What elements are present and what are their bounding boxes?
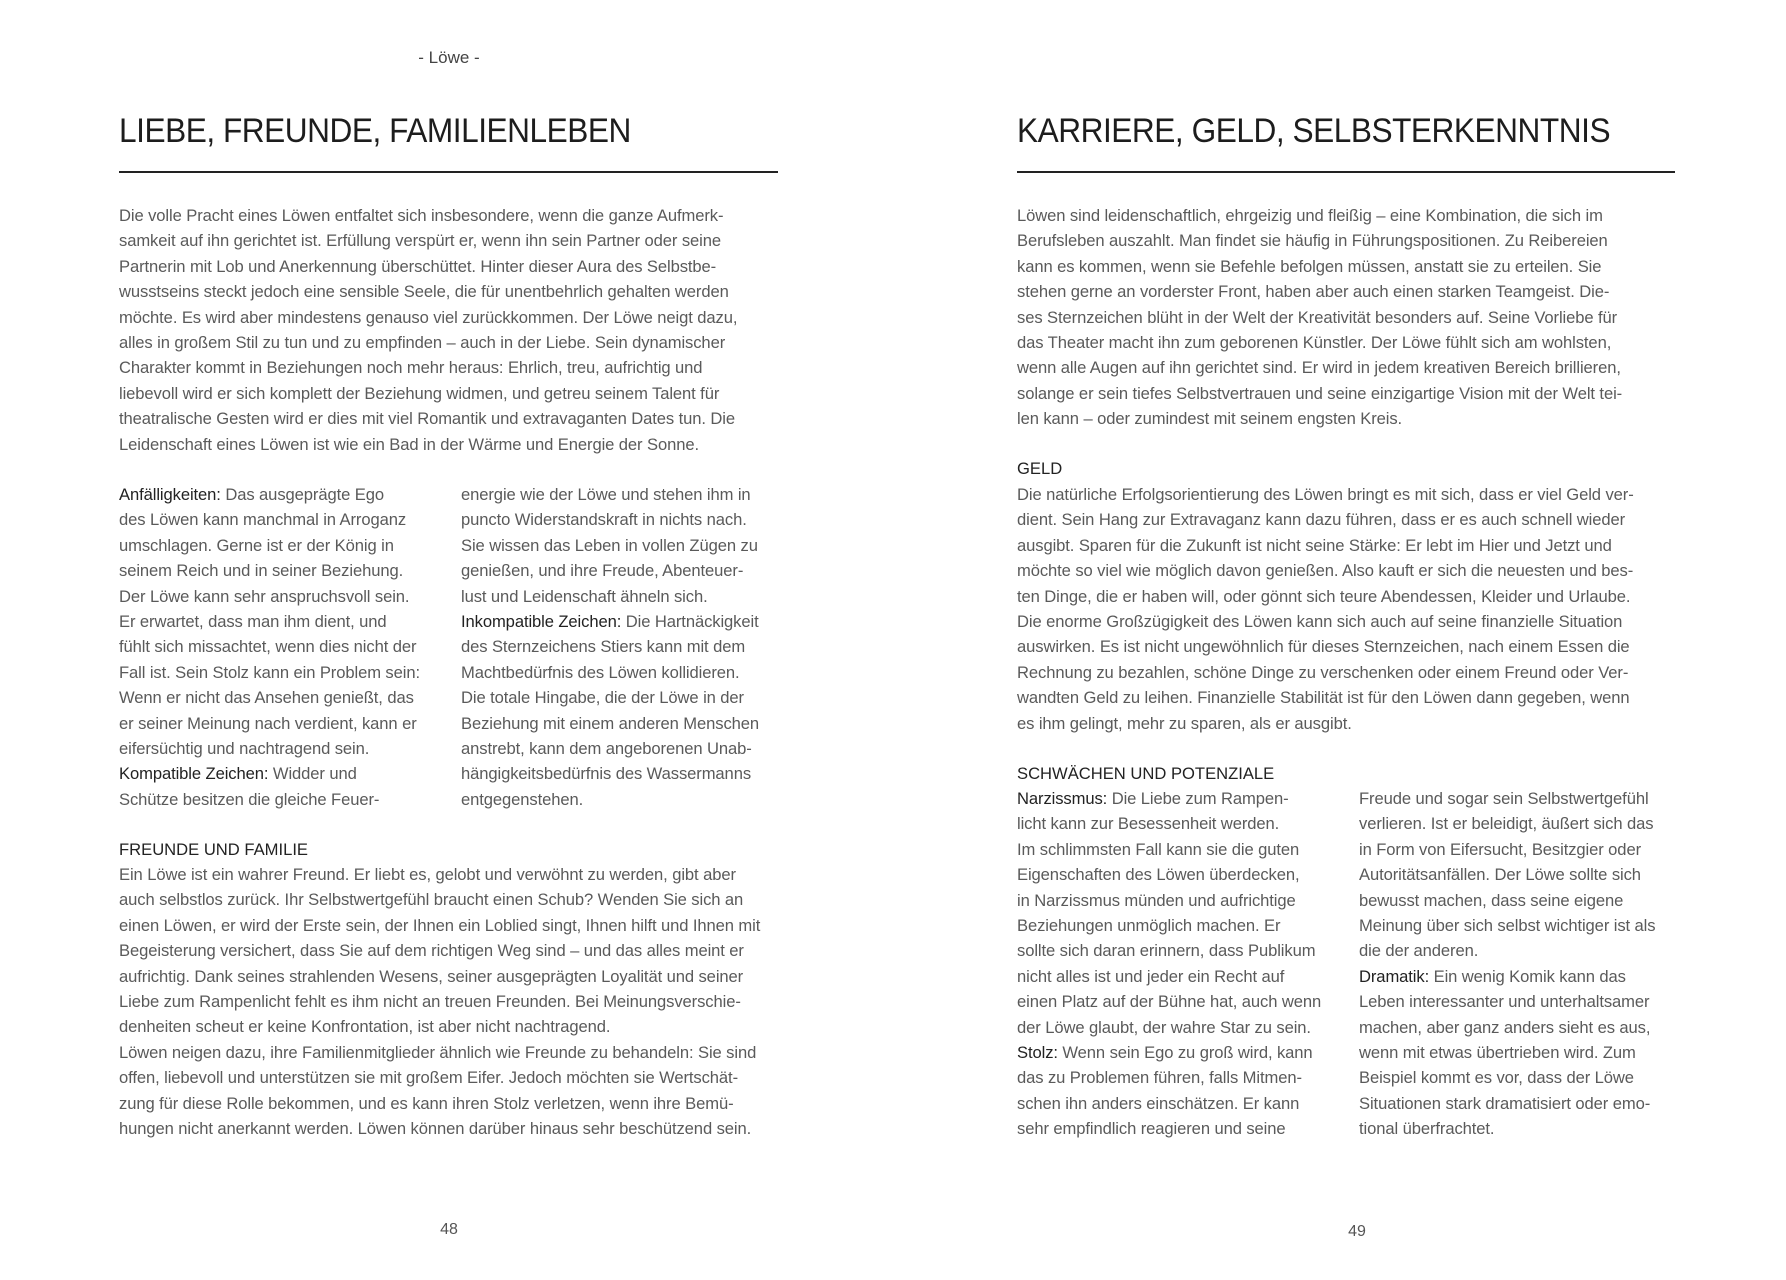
text-line: [119, 736, 420, 761]
text-line: [119, 761, 420, 786]
text-line: auswirken. Es ist nicht ungewöhnlich für dieses Sternzeichen, nach einem Essen die: [1017, 637, 1630, 657]
text-line: Rechnung zu bezahlen, schöne Dinge zu verschenken oder einem Freund oder Ver-: [1017, 662, 1629, 682]
line-text: er seiner Meinung nach verdient, kann er: [119, 713, 417, 733]
text-line: [1017, 964, 1321, 989]
text-line: liebevoll wird er sich komplett der Beziehung widmen, und getreu seinem Talent für: [119, 383, 720, 403]
text-line: [1017, 1065, 1321, 1090]
friends-heading: FREUNDE UND FAMILIE: [119, 840, 309, 859]
text-line: [1359, 811, 1655, 836]
title-divider: [119, 171, 778, 173]
line-text: entgegenstehen.: [461, 789, 584, 809]
left-intro-paragraph: [119, 203, 737, 457]
line-text: eifersüchtig und nachtragend sein.: [119, 738, 370, 758]
text-line: wandten Geld zu leihen. Finanzielle Stabilität ist für den Löwen dann gegeben, wenn: [1017, 688, 1630, 708]
line-text: bewusst machen, dass seine eigene: [1359, 890, 1624, 910]
text-line: [119, 660, 420, 685]
line-text: in Narzissmus münden und aufrichtige: [1017, 890, 1296, 910]
term-label: Inkompatible Zeichen:: [461, 611, 622, 631]
text-line: auch selbstlos zurück. Ihr Selbstwertgefühl braucht einen Schub? Wenden Sie sich an: [119, 890, 744, 910]
line-text: Die Liebe zum Rampen-: [1107, 789, 1289, 808]
text-line: dient. Sein Hang zur Extravaganz kann dazu führen, dass er es auch schnell wieder: [1017, 510, 1626, 530]
text-line: möchte so viel wie möglich davon genießen. Also kauft er sich die neuesten und bes-: [1017, 561, 1634, 581]
text-line: [1017, 1116, 1321, 1141]
line-text: Widder und: [268, 764, 357, 784]
weaknesses-heading: SCHWÄCHEN UND POTENZIALE: [1017, 764, 1275, 783]
line-text: Schütze besitzen die gleiche Feuer-: [119, 789, 380, 809]
text-line: kann es kommen, wenn sie Befehle befolgen müssen, anstatt sie zu erteilen. Sie: [1017, 256, 1602, 276]
text-line: zung für diese Rolle bekommen, und es kann ihren Stolz verletzen, wenn ihre Bemü-: [119, 1093, 734, 1113]
right-page-title: KARRIERE, GELD, SELBSTERKENNTNIS: [1017, 112, 1611, 150]
line-text: das zu Problemen führen, falls Mitmen-: [1017, 1068, 1302, 1088]
text-line: [1017, 1091, 1321, 1116]
text-line: aufrichtig. Dank seines strahlenden Wesens, seiner ausgeprägten Loyalität und seiner: [119, 966, 744, 986]
text-line: [461, 482, 759, 507]
line-text: verlieren. Ist er beleidigt, äußert sich das: [1359, 814, 1654, 834]
text-line: theatralische Gesten wird er dies mit viel Romantik und extravaganten Dates tun. Die: [119, 409, 736, 429]
text-line: einen Löwen, er wird der Erste sein, der Ihnen ein Loblied singt, Ihnen hilft und Ihnen mit: [119, 915, 761, 935]
text-line: [1017, 811, 1321, 836]
running-header: - Löwe -: [418, 48, 480, 67]
right-column-1: [1017, 786, 1321, 1141]
line-text: Autoritätsanfällen. Der Löwe sollte sich: [1359, 865, 1641, 885]
line-text: puncto Widerstandskraft in nichts nach.: [461, 510, 747, 530]
text-line: Löwen sind leidenschaftlich, ehrgeizig und fleißig – eine Kombination, die sich im: [1017, 206, 1603, 225]
text-line: [1359, 989, 1655, 1014]
line-text: Er erwartet, dass man ihm dient, und: [119, 611, 387, 631]
text-line: [1359, 1065, 1655, 1090]
term-label: Dramatik:: [1359, 966, 1430, 986]
text-line: [461, 507, 759, 532]
text-line: [461, 736, 759, 761]
text-line: [1017, 786, 1321, 811]
line-text: Situationen stark dramatisiert oder emo-: [1359, 1093, 1651, 1113]
text-line: es ihm gelingt, mehr zu sparen, als er ausgibt.: [1017, 713, 1352, 733]
line-text: machen, aber ganz anders sieht es aus,: [1359, 1017, 1651, 1037]
term-label: Narzissmus:: [1017, 789, 1108, 808]
line-text: des Sternzeichens Stiers kann mit dem: [461, 637, 746, 657]
text-line: [119, 482, 420, 507]
text-line: [1017, 938, 1321, 963]
line-text: Das ausgeprägte Ego: [220, 485, 384, 504]
text-line: Begeisterung versichert, dass Sie auf dem richtigen Weg sind – und das alles meint er: [119, 941, 744, 961]
text-line: [1359, 1116, 1655, 1141]
line-text: lust und Leidenschaft ähneln sich.: [461, 586, 708, 606]
right-column-2: [1359, 786, 1655, 1141]
line-text: Machtbedürfnis des Löwen kollidieren.: [461, 662, 740, 682]
text-line: Die natürliche Erfolgsorientierung des Löwen bringt es mit sich, dass er viel Geld ver-: [1017, 485, 1634, 504]
text-line: [119, 609, 420, 634]
line-text: Die totale Hingabe, die der Löwe in der: [461, 688, 744, 708]
line-text: sollte sich daran erinnern, dass Publikum: [1017, 941, 1316, 961]
text-line: hungen nicht anerkannt werden. Löwen können darüber hinaus sehr beschützend sein.: [119, 1118, 752, 1138]
line-text: umschlagen. Gerne ist er der König in: [119, 535, 394, 555]
line-text: Im schlimmsten Fall kann sie die guten: [1017, 839, 1300, 859]
text-line: [1359, 1091, 1655, 1116]
line-text: wenn mit etwas übertrieben wird. Zum: [1359, 1042, 1636, 1062]
line-text: Ein wenig Komik kann das: [1429, 966, 1626, 986]
text-line: stehen gerne an vorderster Front, haben aber auch einen starken Teamgeist. Die-: [1017, 282, 1610, 302]
text-line: denheiten scheut er keine Konfrontation, ist aber nicht nachtragend.: [119, 1017, 611, 1037]
line-text: fühlt sich missachtet, wenn dies nicht der: [119, 637, 417, 657]
left-column-2: [461, 482, 759, 812]
text-line: [1017, 1040, 1321, 1065]
term-label: Kompatible Zeichen:: [119, 764, 269, 784]
right-intro-paragraph: [1017, 203, 1622, 432]
text-line: ausgibt. Sparen für die Zukunft ist nicht seine Stärke: Er lebt im Hier und Jetzt und: [1017, 535, 1612, 555]
text-line: ses Sternzeichen blüht in der Welt der Kreativität besonders auf. Seine Vorliebe für: [1017, 307, 1618, 327]
line-text: Leben interessanter und unterhaltsamer: [1359, 992, 1650, 1012]
text-line: [461, 558, 759, 583]
text-line: wenn alle Augen auf ihn gerichtet sind. Er wird in jedem kreativen Bereich brillieren,: [1017, 358, 1621, 378]
line-text: Beispiel kommt es vor, dass der Löwe: [1359, 1068, 1634, 1088]
page-number-right: 49: [1348, 1223, 1366, 1240]
line-text: Die Hartnäckigkeit: [621, 611, 759, 631]
text-line: Liebe zum Rampenlicht fehlt es ihm nicht an treuen Freunden. Bei Meinungsverschie-: [119, 991, 741, 1011]
text-line: das Theater macht ihn zum geborenen Künstler. Der Löwe fühlt sich am wohlsten,: [1017, 332, 1612, 352]
text-line: [1359, 964, 1655, 989]
text-line: ten Dinge, die er haben will, oder gönnt sich teure Abendessen, Kleider und Urlaube.: [1017, 586, 1631, 606]
text-line: möchte. Es wird aber mindestens genauso viel zurückkommen. Der Löwe neigt dazu,: [119, 307, 738, 327]
page-number-left: 48: [440, 1221, 458, 1238]
text-line: [1017, 989, 1321, 1014]
line-text: sehr empfindlich reagieren und seine: [1017, 1119, 1286, 1139]
text-line: [1359, 938, 1655, 963]
text-line: [1359, 1015, 1655, 1040]
line-text: nicht alles ist und jeder ein Recht auf: [1017, 966, 1285, 986]
line-text: Meinung über sich selbst wichtiger ist als: [1359, 915, 1656, 935]
line-text: Beziehungen unmöglich machen. Er: [1017, 915, 1281, 935]
text-line: offen, liebevoll und unterstützen sie mit großem Eifer. Jedoch möchten sie Wertschät-: [119, 1068, 738, 1088]
line-text: einen Platz auf der Bühne hat, auch wenn: [1017, 992, 1322, 1012]
term-label: Stolz:: [1017, 1042, 1058, 1062]
line-text: des Löwen kann manchmal in Arroganz: [119, 510, 407, 530]
line-text: Fall ist. Sein Stolz kann ein Problem sein:: [119, 662, 420, 682]
text-line: [461, 533, 759, 558]
text-line: [119, 533, 420, 558]
text-line: [1359, 786, 1655, 811]
text-line: [1017, 862, 1321, 887]
line-text: Sie wissen das Leben in vollen Zügen zu: [461, 535, 758, 555]
text-line: solange er sein tiefes Selbstvertrauen und seine einzigartige Vision mit der Welt tei-: [1017, 383, 1623, 403]
text-line: Partnerin mit Lob und Anerkennung überschüttet. Hinter dieser Aura des Selbstbe-: [119, 256, 717, 276]
text-line: [461, 761, 759, 786]
text-line: Die volle Pracht eines Löwen entfaltet sich insbesondere, wenn die ganze Aufmerk-: [119, 206, 724, 225]
line-text: Eigenschaften des Löwen überdecken,: [1017, 865, 1300, 885]
text-line: [119, 558, 420, 583]
left-column-1: [119, 482, 420, 812]
line-text: Freude und sogar sein Selbstwertgefühl: [1359, 789, 1649, 808]
text-line: samkeit auf ihn gerichtet ist. Erfüllung verspürt er, wenn ihn sein Partner oder seine: [119, 231, 721, 251]
text-line: [1359, 862, 1655, 887]
line-text: energie wie der Löwe und stehen ihm in: [461, 485, 751, 504]
text-line: [461, 609, 759, 634]
text-line: [461, 634, 759, 659]
text-line: [1359, 913, 1655, 938]
text-line: Löwen neigen dazu, ihre Familienmitglieder ähnlich wie Freunde zu behandeln: Sie sind: [119, 1042, 757, 1062]
line-text: anstrebt, kann dem angeborenen Unab-: [461, 738, 752, 758]
text-line: [1359, 1040, 1655, 1065]
text-line: [119, 685, 420, 710]
text-line: [1359, 888, 1655, 913]
text-line: Ein Löwe ist ein wahrer Freund. Er liebt es, gelobt und verwöhnt zu werden, gibt aber: [119, 865, 736, 884]
text-line: [461, 660, 759, 685]
text-line: wusstseins steckt jedoch eine sensible Seele, die für unentbehrlich gehalten werden: [119, 282, 729, 302]
line-text: der Löwe glaubt, der wahre Star zu sein.: [1017, 1017, 1311, 1037]
text-line: Charakter kommt in Beziehungen noch mehr heraus: Ehrlich, treu, aufrichtig und: [119, 358, 703, 378]
text-line: Berufsleben auszahlt. Man findet sie häufig in Führungspositionen. Zu Reibereien: [1017, 231, 1608, 251]
text-line: [119, 711, 420, 736]
line-text: Wenn er nicht das Ansehen genießt, das: [119, 688, 414, 708]
money-paragraph: [1017, 482, 1634, 736]
line-text: Wenn sein Ego zu groß wird, kann: [1057, 1042, 1313, 1062]
text-line: [461, 711, 759, 736]
text-line: [119, 507, 420, 532]
left-page-title: LIEBE, FREUNDE, FAMILIENLEBEN: [119, 112, 631, 150]
friends-paragraph: [119, 862, 760, 1141]
text-line: [1017, 913, 1321, 938]
line-text: Der Löwe kann sehr anspruchsvoll sein.: [119, 586, 410, 606]
line-text: die der anderen.: [1359, 941, 1479, 961]
line-text: in Form von Eifersucht, Besitzgier oder: [1359, 839, 1641, 859]
line-text: hängigkeitsbedürfnis des Wassermanns: [461, 764, 752, 784]
text-line: len kann – oder zumindest mit seinem engsten Kreis.: [1017, 409, 1403, 429]
text-line: [1359, 837, 1655, 862]
text-line: [119, 584, 420, 609]
text-line: [461, 787, 759, 812]
term-label: Anfälligkeiten:: [119, 485, 221, 504]
money-heading: GELD: [1017, 459, 1063, 478]
line-text: licht kann zur Besessenheit werden.: [1017, 814, 1280, 834]
text-line: [1017, 837, 1321, 862]
line-text: genießen, und ihre Freude, Abenteuer-: [461, 561, 744, 581]
text-line: Die enorme Großzügigkeit des Löwen kann sich auch auf seine finanzielle Situation: [1017, 611, 1623, 631]
line-text: schen ihn anders einschätzen. Er kann: [1017, 1093, 1300, 1113]
text-line: [1017, 1015, 1321, 1040]
text-line: Leidenschaft eines Löwen ist wie ein Bad in der Wärme und Energie der Sonne.: [119, 434, 699, 454]
line-text: seinem Reich und in seiner Beziehung.: [119, 561, 404, 581]
text-line: [461, 584, 759, 609]
text-line: [119, 787, 420, 812]
line-text: tional überfrachtet.: [1359, 1119, 1495, 1139]
text-line: [1017, 888, 1321, 913]
title-divider: [1017, 171, 1675, 173]
line-text: Beziehung mit einem anderen Menschen: [461, 713, 760, 733]
text-line: alles in großem Stil zu tun und zu empfinden – auch in der Liebe. Sein dynamischer: [119, 332, 726, 352]
text-line: [461, 685, 759, 710]
text-line: [119, 634, 420, 659]
